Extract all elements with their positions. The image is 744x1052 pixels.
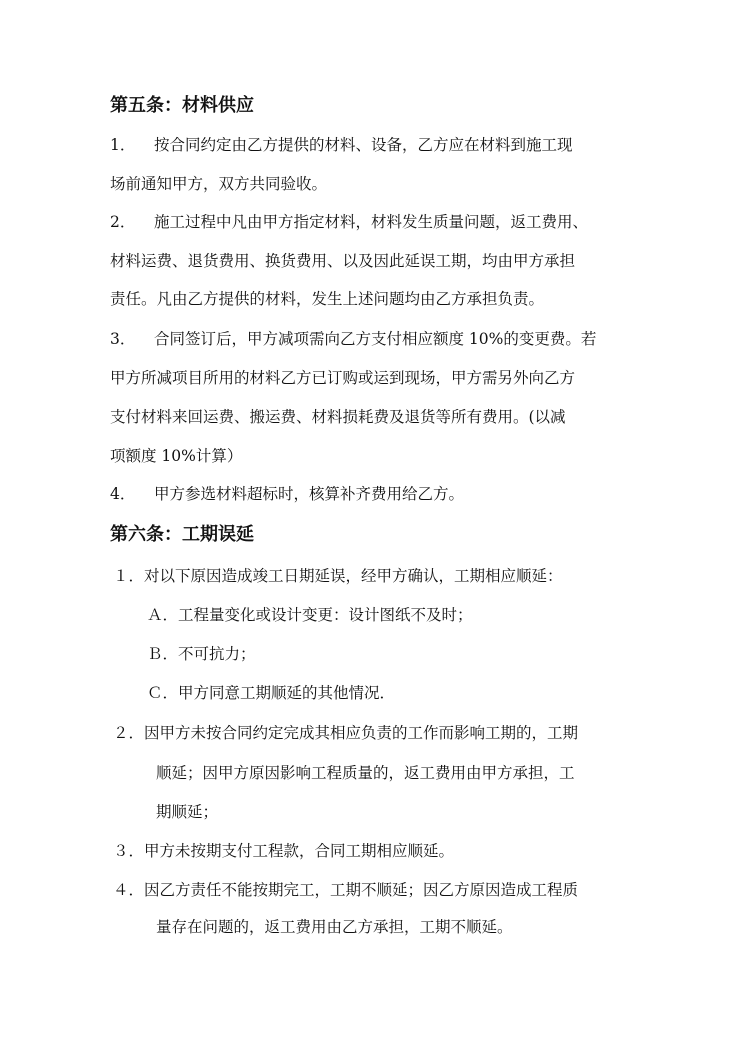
section6-item-3 <box>113 844 454 860</box>
sub-item-b: Ｂ．不可抗力； <box>147 645 256 663</box>
item-number: 2． <box>110 213 136 231</box>
item-text: 甲方参选材料超标时，核算补齐费用给乙方。 <box>154 485 465 503</box>
item-text-continued: 场前通知甲方，双方共同验收。 <box>110 175 328 193</box>
item-text-continued: 量存在问题的，返工费用由乙方承担，工期不顺延。 <box>156 918 513 936</box>
item-text-continued: 期顺延； <box>156 803 219 821</box>
item-number: 1． <box>110 136 136 154</box>
item-text: 施工过程中凡由甲方指定材料，材料发生质量问题，返工费用、 <box>154 213 589 231</box>
item-text-continued: 项额度 10%计算） <box>110 447 243 465</box>
section5-item-4 <box>110 487 464 503</box>
item-text: 按合同约定由乙方提供的材料、设备，乙方应在材料到施工现 <box>154 136 573 154</box>
item-text-continued: 甲方所减项目所用的材料乙方已订购或运到现场，甲方需另外向乙方 <box>110 369 576 387</box>
section5-item-1 <box>110 138 573 154</box>
section6-item-2 <box>113 726 578 742</box>
item-text-continued: 材料运费、退货费用、换货费用、以及因此延误工期，均由甲方承担 <box>110 252 576 270</box>
item-text: 因乙方责任不能按期完工，工期不顺延；因乙方原因造成工程质 <box>144 881 579 899</box>
item-text-continued: 支付材料来回运费、搬运费、材料损耗费及退货等所有费用。(以减 <box>110 408 566 426</box>
item-text: 对以下原因造成竣工日期延误，经甲方确认，工期相应顺延： <box>144 567 563 585</box>
section6-title: 第六条：工期误延 <box>110 524 254 545</box>
item-number: １． <box>113 567 145 585</box>
item-text: 合同签订后，甲方减项需向乙方支付相应额度 10%的变更费。若 <box>154 330 597 348</box>
section5-item-2 <box>110 215 588 231</box>
item-number: ３． <box>113 842 145 860</box>
item-text-continued: 责任。凡由乙方提供的材料，发生上述问题均由乙方承担负责。 <box>110 290 545 308</box>
sub-item-a: Ａ．工程量变化或设计变更：设计图纸不及时； <box>147 606 473 624</box>
section5-item-3 <box>110 332 596 348</box>
section5-title: 第五条：材料供应 <box>110 95 254 116</box>
item-text-continued: 顺延；因甲方原因影响工程质量的，返工费用由甲方承担，工 <box>156 764 575 782</box>
item-text: 因甲方未按合同约定完成其相应负责的工作而影响工期的，工期 <box>144 724 579 742</box>
item-number: ２． <box>113 724 145 742</box>
item-text: 甲方未按期支付工程款，合同工期相应顺延。 <box>144 842 455 860</box>
item-number: ４． <box>113 881 145 899</box>
section6-item-4 <box>113 883 578 899</box>
item-number: 4． <box>110 485 136 503</box>
section6-item-1 <box>113 569 563 585</box>
item-number: 3． <box>110 330 136 348</box>
sub-item-c: Ｃ．甲方同意工期顺延的其他情况． <box>147 684 396 702</box>
